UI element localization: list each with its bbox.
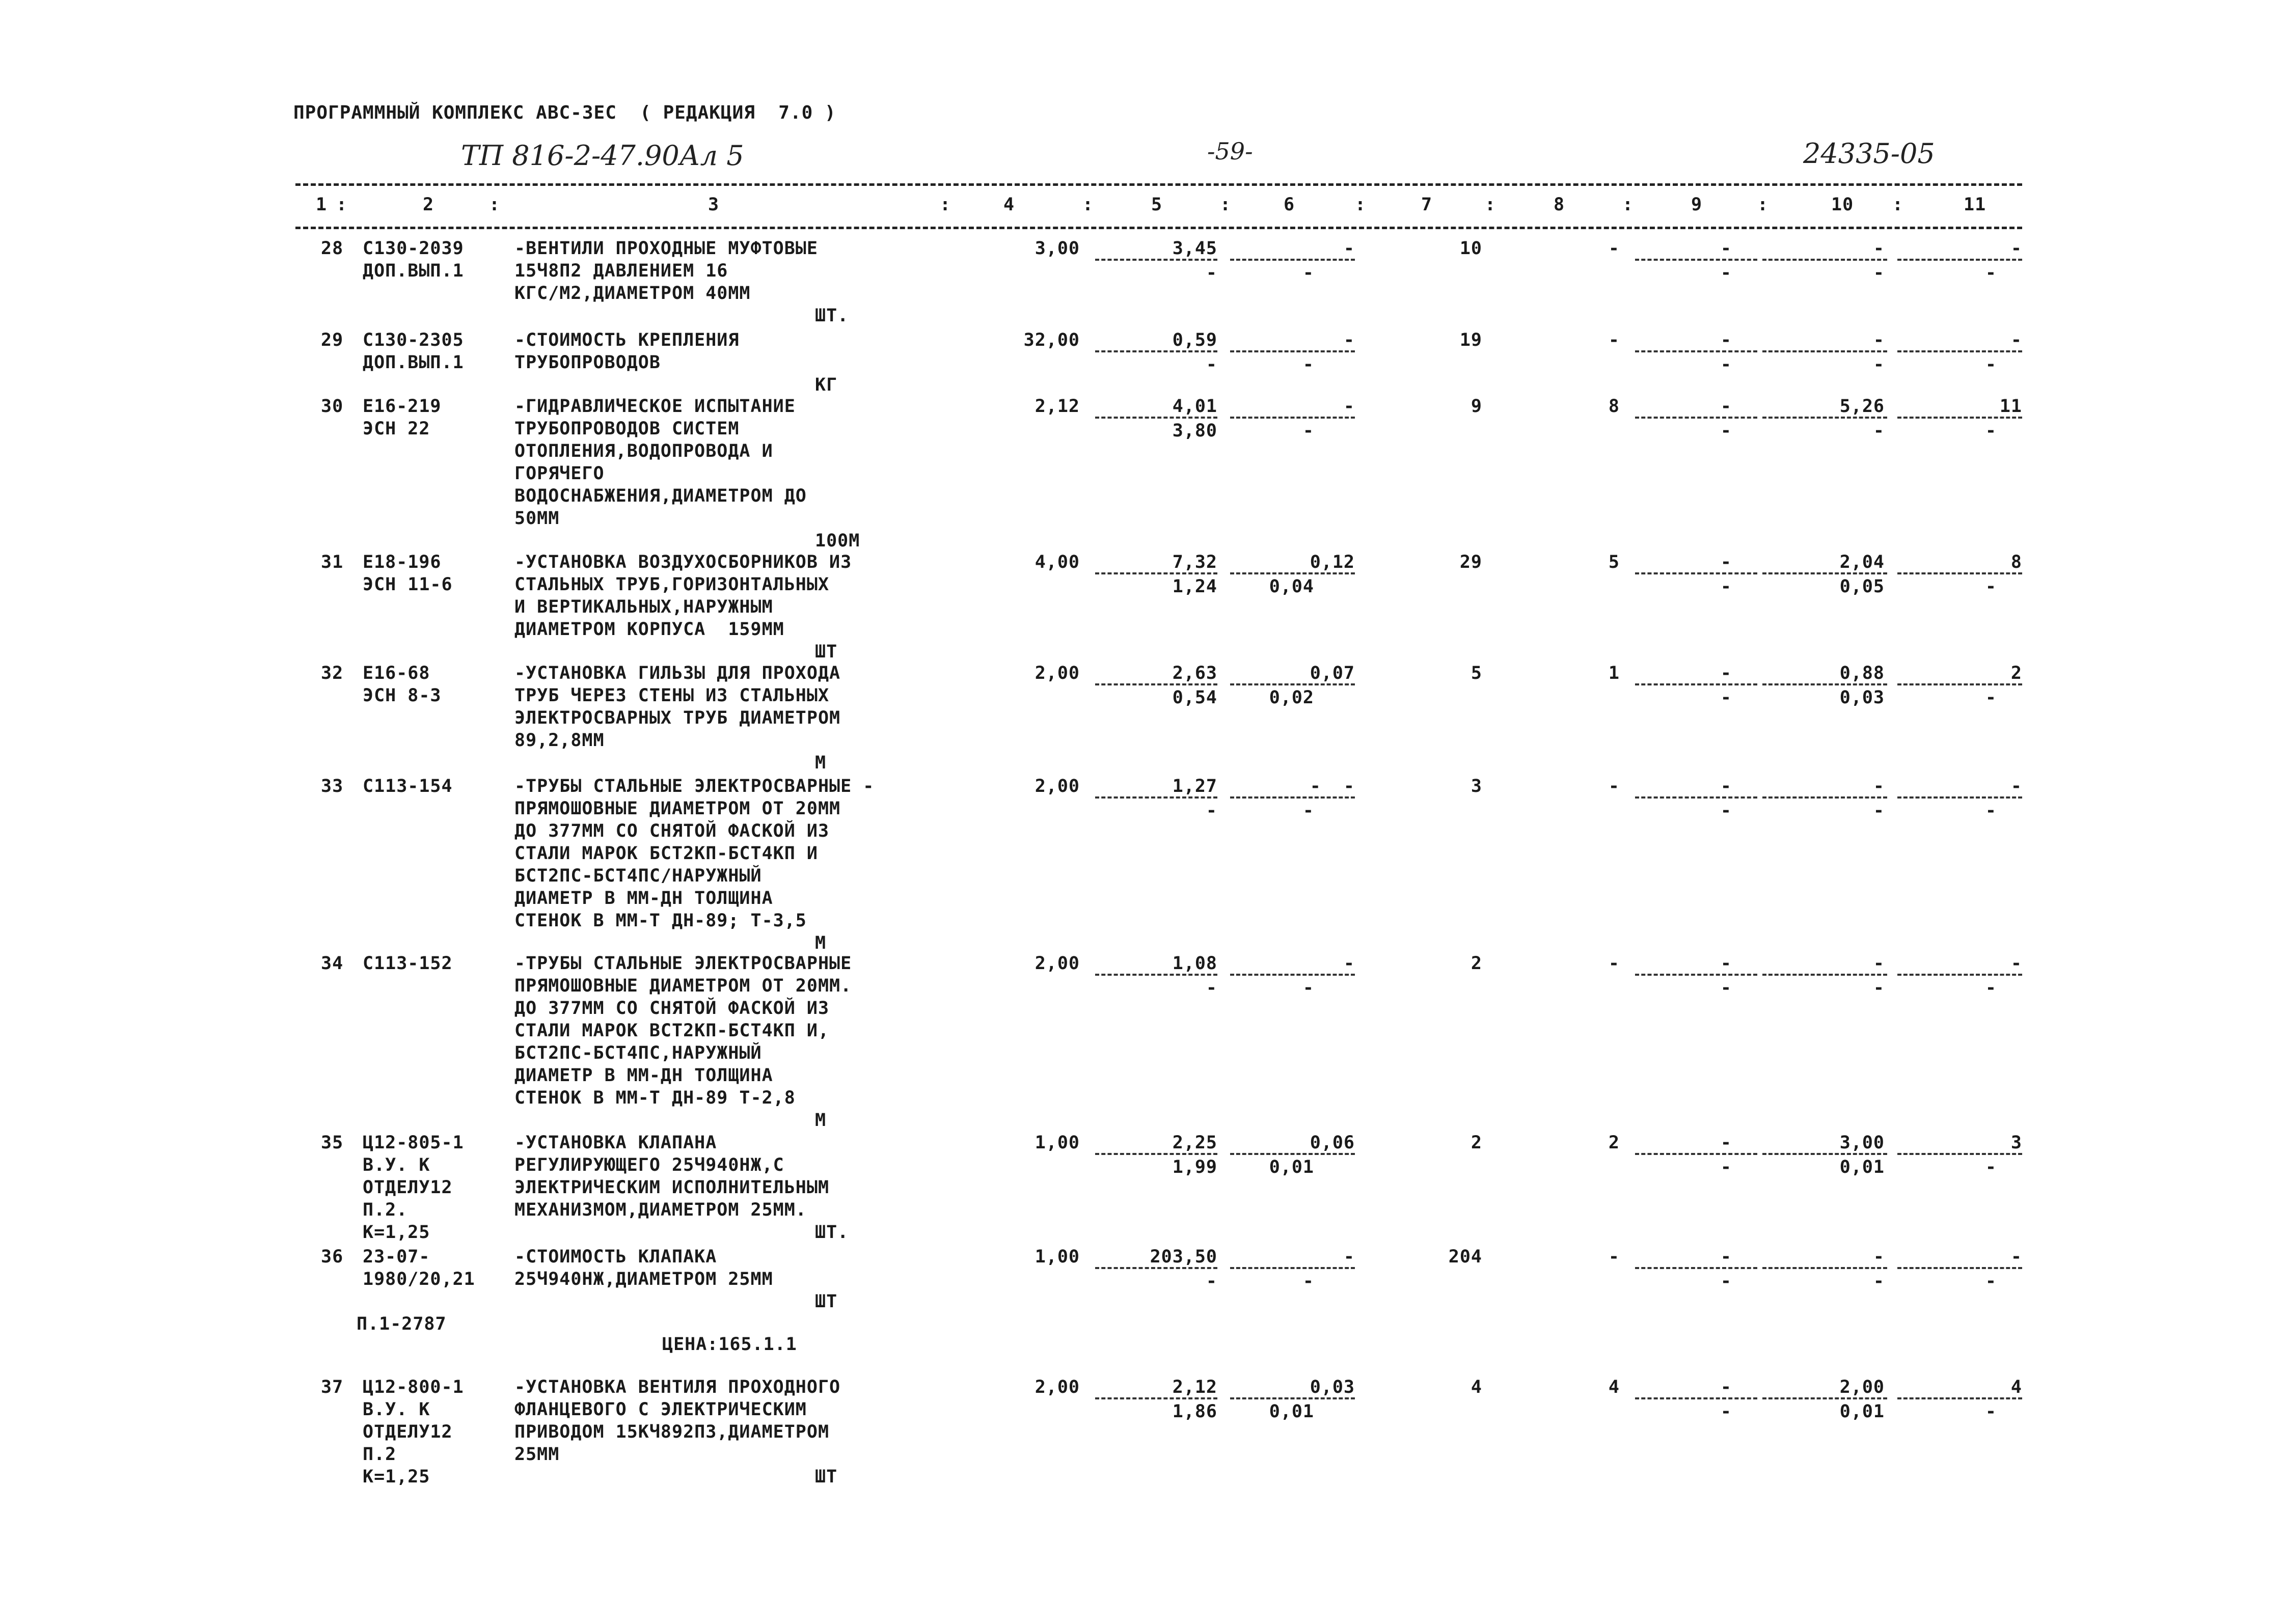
col10-value-top: - <box>1873 238 1885 259</box>
col9-value-bottom: - <box>1720 576 1732 597</box>
row-code-line: 1980/20,21 <box>363 1269 475 1289</box>
col6-value-top: - <box>1343 1247 1355 1267</box>
row-number: 35 <box>321 1133 344 1153</box>
page-number: -59- <box>1207 137 1253 165</box>
column-header-3: 3 <box>708 195 720 215</box>
cell-divider <box>1897 1397 2022 1399</box>
row-code-line: С113-154 <box>363 776 453 796</box>
cell-divider <box>1897 259 2022 261</box>
row-code-line: Ц12-800-1 <box>363 1377 464 1397</box>
col10-value-bottom: - <box>1873 978 1885 998</box>
row-code-line: ЭСН 22 <box>363 419 430 439</box>
row-description-line: СТАЛИ МАРОК БСТ2КП-БСТ4КП И <box>514 843 818 864</box>
col10-value-top: 5,26 <box>1839 396 1885 417</box>
row-code-line: ДОП.ВЫП.1 <box>363 261 464 281</box>
row-description-line: -СТОИМОСТЬ КРЕПЛЕНИЯ <box>514 330 740 350</box>
col6-value-top: - <box>1343 330 1355 350</box>
row-code-line: С130-2039 <box>363 238 464 259</box>
col6-value-bottom: - <box>1302 354 1314 375</box>
column-header-1: 1 <box>316 195 328 215</box>
row-unit: ШТ <box>815 642 838 662</box>
col5-value-top: 0,59 <box>1172 330 1217 350</box>
col6-value-bottom: - <box>1302 1271 1314 1291</box>
col10-value-top: - <box>1873 953 1885 974</box>
col9-value-bottom: - <box>1720 1157 1732 1177</box>
row-description-line: ДО 377ММ СО СНЯТОЙ ФАСКОЙ ИЗ <box>514 998 830 1019</box>
row-number: 28 <box>321 238 344 259</box>
row-description-line: ВОДОСНАБЖЕНИЯ,ДИАМЕТРОМ ДО <box>514 486 807 506</box>
cell-divider <box>1635 683 1757 685</box>
col10-value-bottom: - <box>1873 354 1885 375</box>
row-code-line: ДОП.ВЫП.1 <box>363 352 464 373</box>
column-separator: : <box>1082 195 1094 215</box>
row-description-line: ГОРЯЧЕГО <box>514 463 605 484</box>
cell-divider <box>1095 683 1217 685</box>
row-number: 34 <box>321 953 344 974</box>
row-number: 31 <box>321 552 344 572</box>
col4-value: 4,00 <box>1035 552 1080 572</box>
row-description-line: ТРУБ ЧЕРЕЗ СТЕНЫ ИЗ СТАЛЬНЫХ <box>514 685 830 706</box>
column-separator: : <box>1892 195 1904 215</box>
col5-value-top: 203,50 <box>1150 1247 1217 1267</box>
col11-value-top: 8 <box>2010 552 2022 572</box>
col4-value: 2,00 <box>1035 1377 1080 1397</box>
column-header-10: 10 <box>1831 195 1854 215</box>
row-description-line: -ВЕНТИЛИ ПРОХОДНЫЕ МУФТОВЫЕ <box>514 238 818 259</box>
cell-divider <box>1635 1153 1757 1155</box>
col10-value-top: 3,00 <box>1839 1133 1885 1153</box>
row-description-line: ПРЯМОШОВНЫЕ ДИАМЕТРОМ ОТ 20ММ. <box>514 976 852 996</box>
cell-divider <box>1762 259 1887 261</box>
cell-divider <box>1635 259 1757 261</box>
col8-value: - <box>1608 953 1620 974</box>
col9-value-bottom: - <box>1720 687 1732 708</box>
col5-value-bottom: 1,24 <box>1172 576 1217 597</box>
col5-value-top: 7,32 <box>1172 552 1217 572</box>
row-code-line: В.У. К <box>363 1155 430 1175</box>
cell-divider <box>1897 1267 2022 1269</box>
col6-value-bottom: 0,02 <box>1269 687 1314 708</box>
row-code-line: Ц12-805-1 <box>363 1133 464 1153</box>
col9-value-top: - <box>1720 330 1732 350</box>
col11-value-top: - <box>2010 953 2022 974</box>
cell-divider <box>1635 974 1757 976</box>
row-description-line: ТРУБОПРОВОДОВ <box>514 352 661 373</box>
cell-divider <box>1230 796 1355 799</box>
col11-value-top: 4 <box>2010 1377 2022 1397</box>
col6-value-top: 0,12 <box>1310 552 1355 572</box>
row-code-line: Е16-68 <box>363 663 430 683</box>
col4-value: 1,00 <box>1035 1247 1080 1267</box>
col8-value: 1 <box>1608 663 1620 683</box>
col11-value-bottom: - <box>1985 1271 1997 1291</box>
cell-divider <box>1897 974 2022 976</box>
column-header-11: 11 <box>1964 195 1986 215</box>
col5-value-bottom: 1,99 <box>1172 1157 1217 1177</box>
cell-divider <box>1897 350 2022 352</box>
col5-value-bottom: - <box>1206 1271 1217 1291</box>
col9-value-top: - <box>1720 238 1732 259</box>
row-unit: ШТ <box>815 1467 838 1487</box>
col10-value-top: 2,04 <box>1839 552 1885 572</box>
col7-value: 5 <box>1471 663 1482 683</box>
col8-value: - <box>1608 238 1620 259</box>
row-description-line: 25ММ <box>514 1444 560 1465</box>
col5-value-top: 2,63 <box>1172 663 1217 683</box>
cell-divider <box>1095 974 1217 976</box>
row-number: 33 <box>321 776 344 796</box>
col5-value-top: 2,12 <box>1172 1377 1217 1397</box>
col11-value-bottom: - <box>1985 801 1997 821</box>
col6-value-bottom: - <box>1302 978 1314 998</box>
row-description-line: -ГИДРАВЛИЧЕСКОЕ ИСПЫТАНИЕ <box>514 396 796 417</box>
col10-value-bottom: - <box>1873 421 1885 441</box>
cell-divider <box>1230 259 1355 261</box>
col6-value-top: 0,03 <box>1310 1377 1355 1397</box>
col8-value: 4 <box>1608 1377 1620 1397</box>
row-unit: ШТ. <box>815 306 849 326</box>
row-description-line: ОТОПЛЕНИЯ,ВОДОПРОВОДА И <box>514 441 773 461</box>
row-description-line: РЕГУЛИРУЮЩЕГО 25Ч940НЖ,С <box>514 1155 784 1175</box>
header-rule <box>295 227 2022 229</box>
row-description-line: ДО 377ММ СО СНЯТОЙ ФАСКОЙ ИЗ <box>514 821 830 841</box>
row-code-line: В.У. К <box>363 1399 430 1420</box>
col6-value-bottom: - <box>1302 263 1314 283</box>
row-unit: М <box>815 753 827 773</box>
col9-value-top: - <box>1720 1133 1732 1153</box>
cell-divider <box>1230 683 1355 685</box>
cell-divider <box>1095 1153 1217 1155</box>
row-description-line: БСТ2ПС-БСТ4ПС/НАРУЖНЫЙ <box>514 866 762 886</box>
col11-value-top: 11 <box>1999 396 2022 417</box>
column-header-2: 2 <box>423 195 434 215</box>
cell-divider <box>1762 974 1887 976</box>
col5-value-bottom: 1,86 <box>1172 1401 1217 1422</box>
cell-divider <box>1095 417 1217 419</box>
row-description-line: -УСТАНОВКА КЛАПАНА <box>514 1133 717 1153</box>
col4-value: 2,00 <box>1035 953 1080 974</box>
col11-value-top: - <box>2010 776 2022 796</box>
col9-value-bottom: - <box>1720 1401 1732 1422</box>
column-separator: : <box>336 195 348 215</box>
row-description-line: СТАЛИ МАРОК ВСТ2КП-БСТ4КП И, <box>514 1021 830 1041</box>
col5-value-bottom: 3,80 <box>1172 421 1217 441</box>
row-description-line: -СТОИМОСТЬ КЛАПАКА <box>514 1247 717 1267</box>
col5-value-bottom: - <box>1206 263 1217 283</box>
cell-divider <box>1230 1267 1355 1269</box>
col5-value-bottom: - <box>1206 354 1217 375</box>
program-title: ПРОГРАММНЫЙ КОМПЛЕКС АВС-ЗЕС ( РЕДАКЦИЯ 7.0 ) <box>293 102 836 123</box>
cell-divider <box>1762 350 1887 352</box>
col10-value-top: - <box>1873 1247 1885 1267</box>
col6-value-top: - <box>1343 953 1355 974</box>
row-description-line: ПРЯМОШОВНЫЕ ДИАМЕТРОМ ОТ 20ММ <box>514 799 841 819</box>
col9-value-top: - <box>1720 552 1732 572</box>
col10-value-top: 0,88 <box>1839 663 1885 683</box>
column-header-5: 5 <box>1151 195 1163 215</box>
col9-value-bottom: - <box>1720 1271 1732 1291</box>
column-separator: : <box>1757 195 1769 215</box>
col11-value-bottom: - <box>1985 1401 1997 1422</box>
row-description-line: -УСТАНОВКА ВЕНТИЛЯ ПРОХОДНОГО <box>514 1377 841 1397</box>
col9-value-top: - <box>1720 396 1732 417</box>
row-code-line: К=1,25 <box>363 1222 430 1243</box>
row-unit: ШТ. <box>815 1222 849 1243</box>
col7-value: 9 <box>1471 396 1482 417</box>
row-description-line: КГС/М2,ДИАМЕТРОМ 40ММ <box>514 283 751 304</box>
cell-divider <box>1762 1153 1887 1155</box>
col5-value-top: 4,01 <box>1172 396 1217 417</box>
col9-value-top: - <box>1720 953 1732 974</box>
row-unit: М <box>815 1110 827 1131</box>
column-separator: : <box>1355 195 1367 215</box>
doc-code: ТП 816-2-47.90Ал 5 <box>461 140 744 172</box>
col7-value: 2 <box>1471 953 1482 974</box>
col11-value-bottom: - <box>1985 687 1997 708</box>
col7-value: 3 <box>1471 776 1482 796</box>
col9-value-top: - <box>1720 1377 1732 1397</box>
col4-value: 2,00 <box>1035 663 1080 683</box>
col8-value: 5 <box>1608 552 1620 572</box>
cell-divider <box>1635 1267 1757 1269</box>
col10-value-top: - <box>1873 330 1885 350</box>
col6-value-top: 0,06 <box>1310 1133 1355 1153</box>
column-separator: : <box>1220 195 1232 215</box>
cell-divider <box>1230 417 1355 419</box>
row-description-line: ФЛАНЦЕВОГО С ЭЛЕКТРИЧЕСКИМ <box>514 1399 807 1420</box>
row-description-line: -ТРУБЫ СТАЛЬНЫЕ ЭЛЕКТРОСВАРНЫЕ <box>514 953 852 974</box>
cell-divider <box>1897 796 2022 799</box>
col7-value: 2 <box>1471 1133 1482 1153</box>
col9-value-bottom: - <box>1720 978 1732 998</box>
col5-value-bottom: 0,54 <box>1172 687 1217 708</box>
col5-value-top: 3,45 <box>1172 238 1217 259</box>
cell-divider <box>1230 974 1355 976</box>
price-line: ЦЕНА:165.1.1 <box>662 1334 797 1355</box>
col6-value-top: 0,07 <box>1310 663 1355 683</box>
row-unit: М <box>815 933 827 953</box>
row-code-line: П.2 <box>363 1444 397 1465</box>
col11-value-bottom: - <box>1985 1157 1997 1177</box>
col11-value-top: 2 <box>2010 663 2022 683</box>
col6-value-top: - <box>1343 396 1355 417</box>
row-number: 37 <box>321 1377 344 1397</box>
row-description-line: СТЕНОК В ММ-Т ДН-89 Т-2,8 <box>514 1088 796 1108</box>
cell-divider <box>1095 796 1217 799</box>
col9-value-bottom: - <box>1720 801 1732 821</box>
cell-divider <box>1230 350 1355 352</box>
column-separator: : <box>1485 195 1496 215</box>
cell-divider <box>1762 796 1887 799</box>
col4-value: 32,00 <box>1023 330 1080 350</box>
col8-value: - <box>1608 1247 1620 1267</box>
cell-divider <box>1635 1397 1757 1399</box>
col9-value-bottom: - <box>1720 421 1732 441</box>
cell-divider <box>1230 1397 1355 1399</box>
col6-value-bottom: 0,04 <box>1269 576 1314 597</box>
col10-value-bottom: 0,01 <box>1839 1157 1885 1177</box>
column-header-7: 7 <box>1421 195 1433 215</box>
row-description-line: СТЕНОК В ММ-Т ДН-89; Т-3,5 <box>514 911 807 931</box>
col10-value-bottom: - <box>1873 263 1885 283</box>
row-code-line: Е18-196 <box>363 552 442 572</box>
row-code-line: 23-07- <box>363 1247 430 1267</box>
col8-value: 8 <box>1608 396 1620 417</box>
col10-value-bottom: - <box>1873 801 1885 821</box>
row-code-line: ОТДЕЛУ12 <box>363 1422 453 1442</box>
row-description-line: ДИАМЕТР В ММ-ДН ТОЛЩИНА <box>514 888 773 909</box>
col5-value-bottom: - <box>1206 978 1217 998</box>
col7-value: 204 <box>1448 1247 1482 1267</box>
row-code-line: Е16-219 <box>363 396 442 417</box>
column-header-8: 8 <box>1554 195 1565 215</box>
col10-value-bottom: 0,03 <box>1839 687 1885 708</box>
row-code-line: ЭСН 8-3 <box>363 685 442 706</box>
column-separator: : <box>940 195 951 215</box>
col9-value-bottom: - <box>1720 263 1732 283</box>
col9-value-top: - <box>1720 663 1732 683</box>
cell-divider <box>1095 1397 1217 1399</box>
row-description-line: ПРИВОДОМ 15КЧ892П3,ДИАМЕТРОМ <box>514 1422 830 1442</box>
row-description-line: И ВЕРТИКАЛЬНЫХ,НАРУЖНЫМ <box>514 597 773 617</box>
col11-value-bottom: - <box>1985 263 1997 283</box>
row-description-line: СТАЛЬНЫХ ТРУБ,ГОРИЗОНТАЛЬНЫХ <box>514 574 830 595</box>
cell-divider <box>1095 1267 1217 1269</box>
row-unit: ШТ <box>815 1291 838 1312</box>
row-description-line: ДИАМЕТР В ММ-ДН ТОЛЩИНА <box>514 1065 773 1086</box>
cell-divider <box>1762 1397 1887 1399</box>
col10-value-top: - <box>1873 776 1885 796</box>
row-description-line: 15Ч8П2 ДАВЛЕНИЕМ 16 <box>514 261 728 281</box>
cell-divider <box>1635 350 1757 352</box>
column-header-4: 4 <box>1003 195 1015 215</box>
row-unit: 100М <box>815 531 860 551</box>
cell-divider <box>1635 572 1757 574</box>
row-code-line: К=1,25 <box>363 1467 430 1487</box>
col6-value-top: - - <box>1310 776 1355 796</box>
cell-divider <box>1762 417 1887 419</box>
column-separator: : <box>489 195 501 215</box>
column-header-9: 9 <box>1691 195 1703 215</box>
col9-value-bottom: - <box>1720 354 1732 375</box>
row-code-line: С130-2305 <box>363 330 464 350</box>
row-description-line: ЭЛЕКТРОСВАРНЫХ ТРУБ ДИАМЕТРОМ <box>514 708 841 728</box>
col7-value: 10 <box>1459 238 1482 259</box>
col11-value-top: 3 <box>2010 1133 2022 1153</box>
col4-value: 2,12 <box>1035 396 1080 417</box>
row-description-line: МЕХАНИЗМОМ,ДИАМЕТРОМ 25ММ. <box>514 1200 807 1220</box>
row-description-line: 89,2,8ММ <box>514 730 605 751</box>
col5-value-top: 1,27 <box>1172 776 1217 796</box>
price-reference: П.1-2787 <box>357 1314 447 1334</box>
row-number: 29 <box>321 330 344 350</box>
col7-value: 4 <box>1471 1377 1482 1397</box>
col6-value-top: - <box>1343 238 1355 259</box>
column-separator: : <box>1622 195 1634 215</box>
row-description-line: ЭЛЕКТРИЧЕСКИМ ИСПОЛНИТЕЛЬНЫМ <box>514 1177 830 1198</box>
col7-value: 29 <box>1459 552 1482 572</box>
col6-value-bottom: 0,01 <box>1269 1401 1314 1422</box>
row-code-line: ОТДЕЛУ12 <box>363 1177 453 1198</box>
row-description-line: -ТРУБЫ СТАЛЬНЫЕ ЭЛЕКТРОСВАРНЫЕ - <box>514 776 875 796</box>
cell-divider <box>1095 350 1217 352</box>
cell-divider <box>1762 572 1887 574</box>
col8-value: - <box>1608 776 1620 796</box>
col10-value-top: 2,00 <box>1839 1377 1885 1397</box>
col7-value: 19 <box>1459 330 1482 350</box>
col6-value-bottom: - <box>1302 421 1314 441</box>
cell-divider <box>1897 417 2022 419</box>
row-description-line: -УСТАНОВКА ВОЗДУХОСБОРНИКОВ ИЗ <box>514 552 852 572</box>
row-code-line: С113-152 <box>363 953 453 974</box>
col5-value-top: 1,08 <box>1172 953 1217 974</box>
col11-value-bottom: - <box>1985 978 1997 998</box>
col11-value-bottom: - <box>1985 354 1997 375</box>
cell-divider <box>1897 1153 2022 1155</box>
cell-divider <box>1230 1153 1355 1155</box>
col4-value: 1,00 <box>1035 1133 1080 1153</box>
row-number: 30 <box>321 396 344 417</box>
col11-value-top: - <box>2010 330 2022 350</box>
top-rule <box>295 183 2022 186</box>
col8-value: - <box>1608 330 1620 350</box>
col8-value: 2 <box>1608 1133 1620 1153</box>
row-description-line: -УСТАНОВКА ГИЛЬЗЫ ДЛЯ ПРОХОДА <box>514 663 841 683</box>
col11-value-bottom: - <box>1985 576 1997 597</box>
cell-divider <box>1095 259 1217 261</box>
cell-divider <box>1635 796 1757 799</box>
column-header-6: 6 <box>1284 195 1295 215</box>
cell-divider <box>1897 683 2022 685</box>
doc-number: 24335-05 <box>1803 137 1935 170</box>
col9-value-top: - <box>1720 1247 1732 1267</box>
col5-value-top: 2,25 <box>1172 1133 1217 1153</box>
row-number: 32 <box>321 663 344 683</box>
col11-value-top: - <box>2010 1247 2022 1267</box>
row-description-line: ДИАМЕТРОМ КОРПУСА 159ММ <box>514 619 784 640</box>
col4-value: 3,00 <box>1035 238 1080 259</box>
row-code-line: ЭСН 11-6 <box>363 574 453 595</box>
row-description-line: БСТ2ПС-БСТ4ПС,НАРУЖНЫЙ <box>514 1043 762 1063</box>
cell-divider <box>1635 417 1757 419</box>
col4-value: 2,00 <box>1035 776 1080 796</box>
row-description-line: ТРУБОПРОВОДОВ СИСТЕМ <box>514 419 740 439</box>
cell-divider <box>1762 683 1887 685</box>
col11-value-top: - <box>2010 238 2022 259</box>
col6-value-bottom: 0,01 <box>1269 1157 1314 1177</box>
col11-value-bottom: - <box>1985 421 1997 441</box>
cell-divider <box>1230 572 1355 574</box>
col10-value-bottom: 0,05 <box>1839 576 1885 597</box>
row-number: 36 <box>321 1247 344 1267</box>
row-unit: КГ <box>815 375 838 395</box>
col9-value-top: - <box>1720 776 1732 796</box>
cell-divider <box>1095 572 1217 574</box>
col6-value-bottom: - <box>1302 801 1314 821</box>
row-code-line: П.2. <box>363 1200 408 1220</box>
col10-value-bottom: - <box>1873 1271 1885 1291</box>
col10-value-bottom: 0,01 <box>1839 1401 1885 1422</box>
cell-divider <box>1897 572 2022 574</box>
row-description-line: 25Ч940НЖ,ДИАМЕТРОМ 25ММ <box>514 1269 773 1289</box>
row-description-line: 50ММ <box>514 508 560 529</box>
cell-divider <box>1762 1267 1887 1269</box>
col5-value-bottom: - <box>1206 801 1217 821</box>
